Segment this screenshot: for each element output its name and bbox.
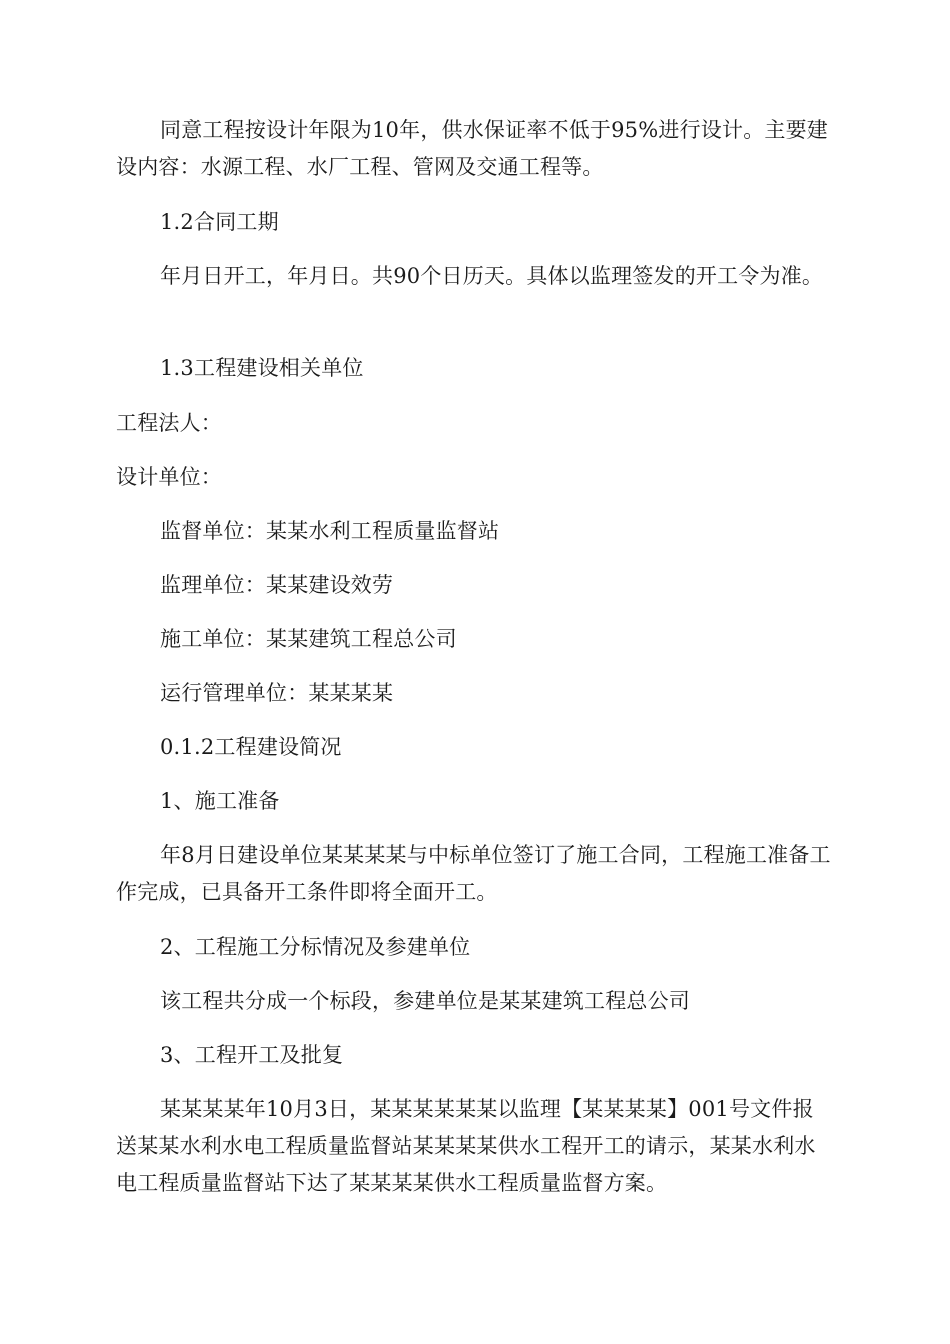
paragraph-project-owner: 工程法人：: [116, 411, 222, 435]
heading-related-units: 1.3工程建设相关单位: [160, 356, 364, 380]
paragraph-design-scope: 同意工程按设计年限为10年，供水保证率不低于95%进行设计。主要建设内容：水源工程、水厂工程、管网及交通工程等。: [116, 118, 828, 179]
paragraph-bid-sections: 该工程共分成一个标段，参建单位是某某建筑工程总公司: [160, 989, 690, 1013]
paragraph-design-unit: 设计单位：: [116, 465, 222, 489]
heading-bid-sections: 2、工程施工分标情况及参建单位: [160, 935, 471, 959]
heading-contract-period: 1.2合同工期: [160, 210, 279, 234]
paragraph-contract-period: 年月日开工，年月日。共90个日历天。具体以监理签发的开工令为准。: [160, 264, 824, 288]
heading-construction-preparation: 1、施工准备: [160, 789, 280, 813]
paragraph-construction-unit: 施工单位：某某建筑工程总公司: [160, 627, 457, 651]
heading-construction-overview: 0.1.2工程建设简况: [160, 735, 342, 759]
paragraph-operation-unit: 运行管理单位：某某某某: [160, 681, 394, 705]
paragraph-inspection-unit: 监理单位：某某建设效劳: [160, 573, 394, 597]
paragraph-commencement-approval: 某某某某年10月3日，某某某某某某以监理【某某某某】001号文件报送某某水利水电工程质量监督站某某某某供水工程开工的请示，某某水利水电工程质量监督站下达了某某某某供水工程质量监督方案。: [116, 1097, 816, 1195]
paragraph-construction-preparation: 年8月日建设单位某某某某与中标单位签订了施工合同，工程施工准备工作完成，已具备开工条件即将全面开工。: [116, 843, 831, 904]
heading-commencement-approval: 3、工程开工及批复: [160, 1043, 344, 1067]
paragraph-supervision-unit: 监督单位：某某水利工程质量监督站: [160, 519, 500, 543]
